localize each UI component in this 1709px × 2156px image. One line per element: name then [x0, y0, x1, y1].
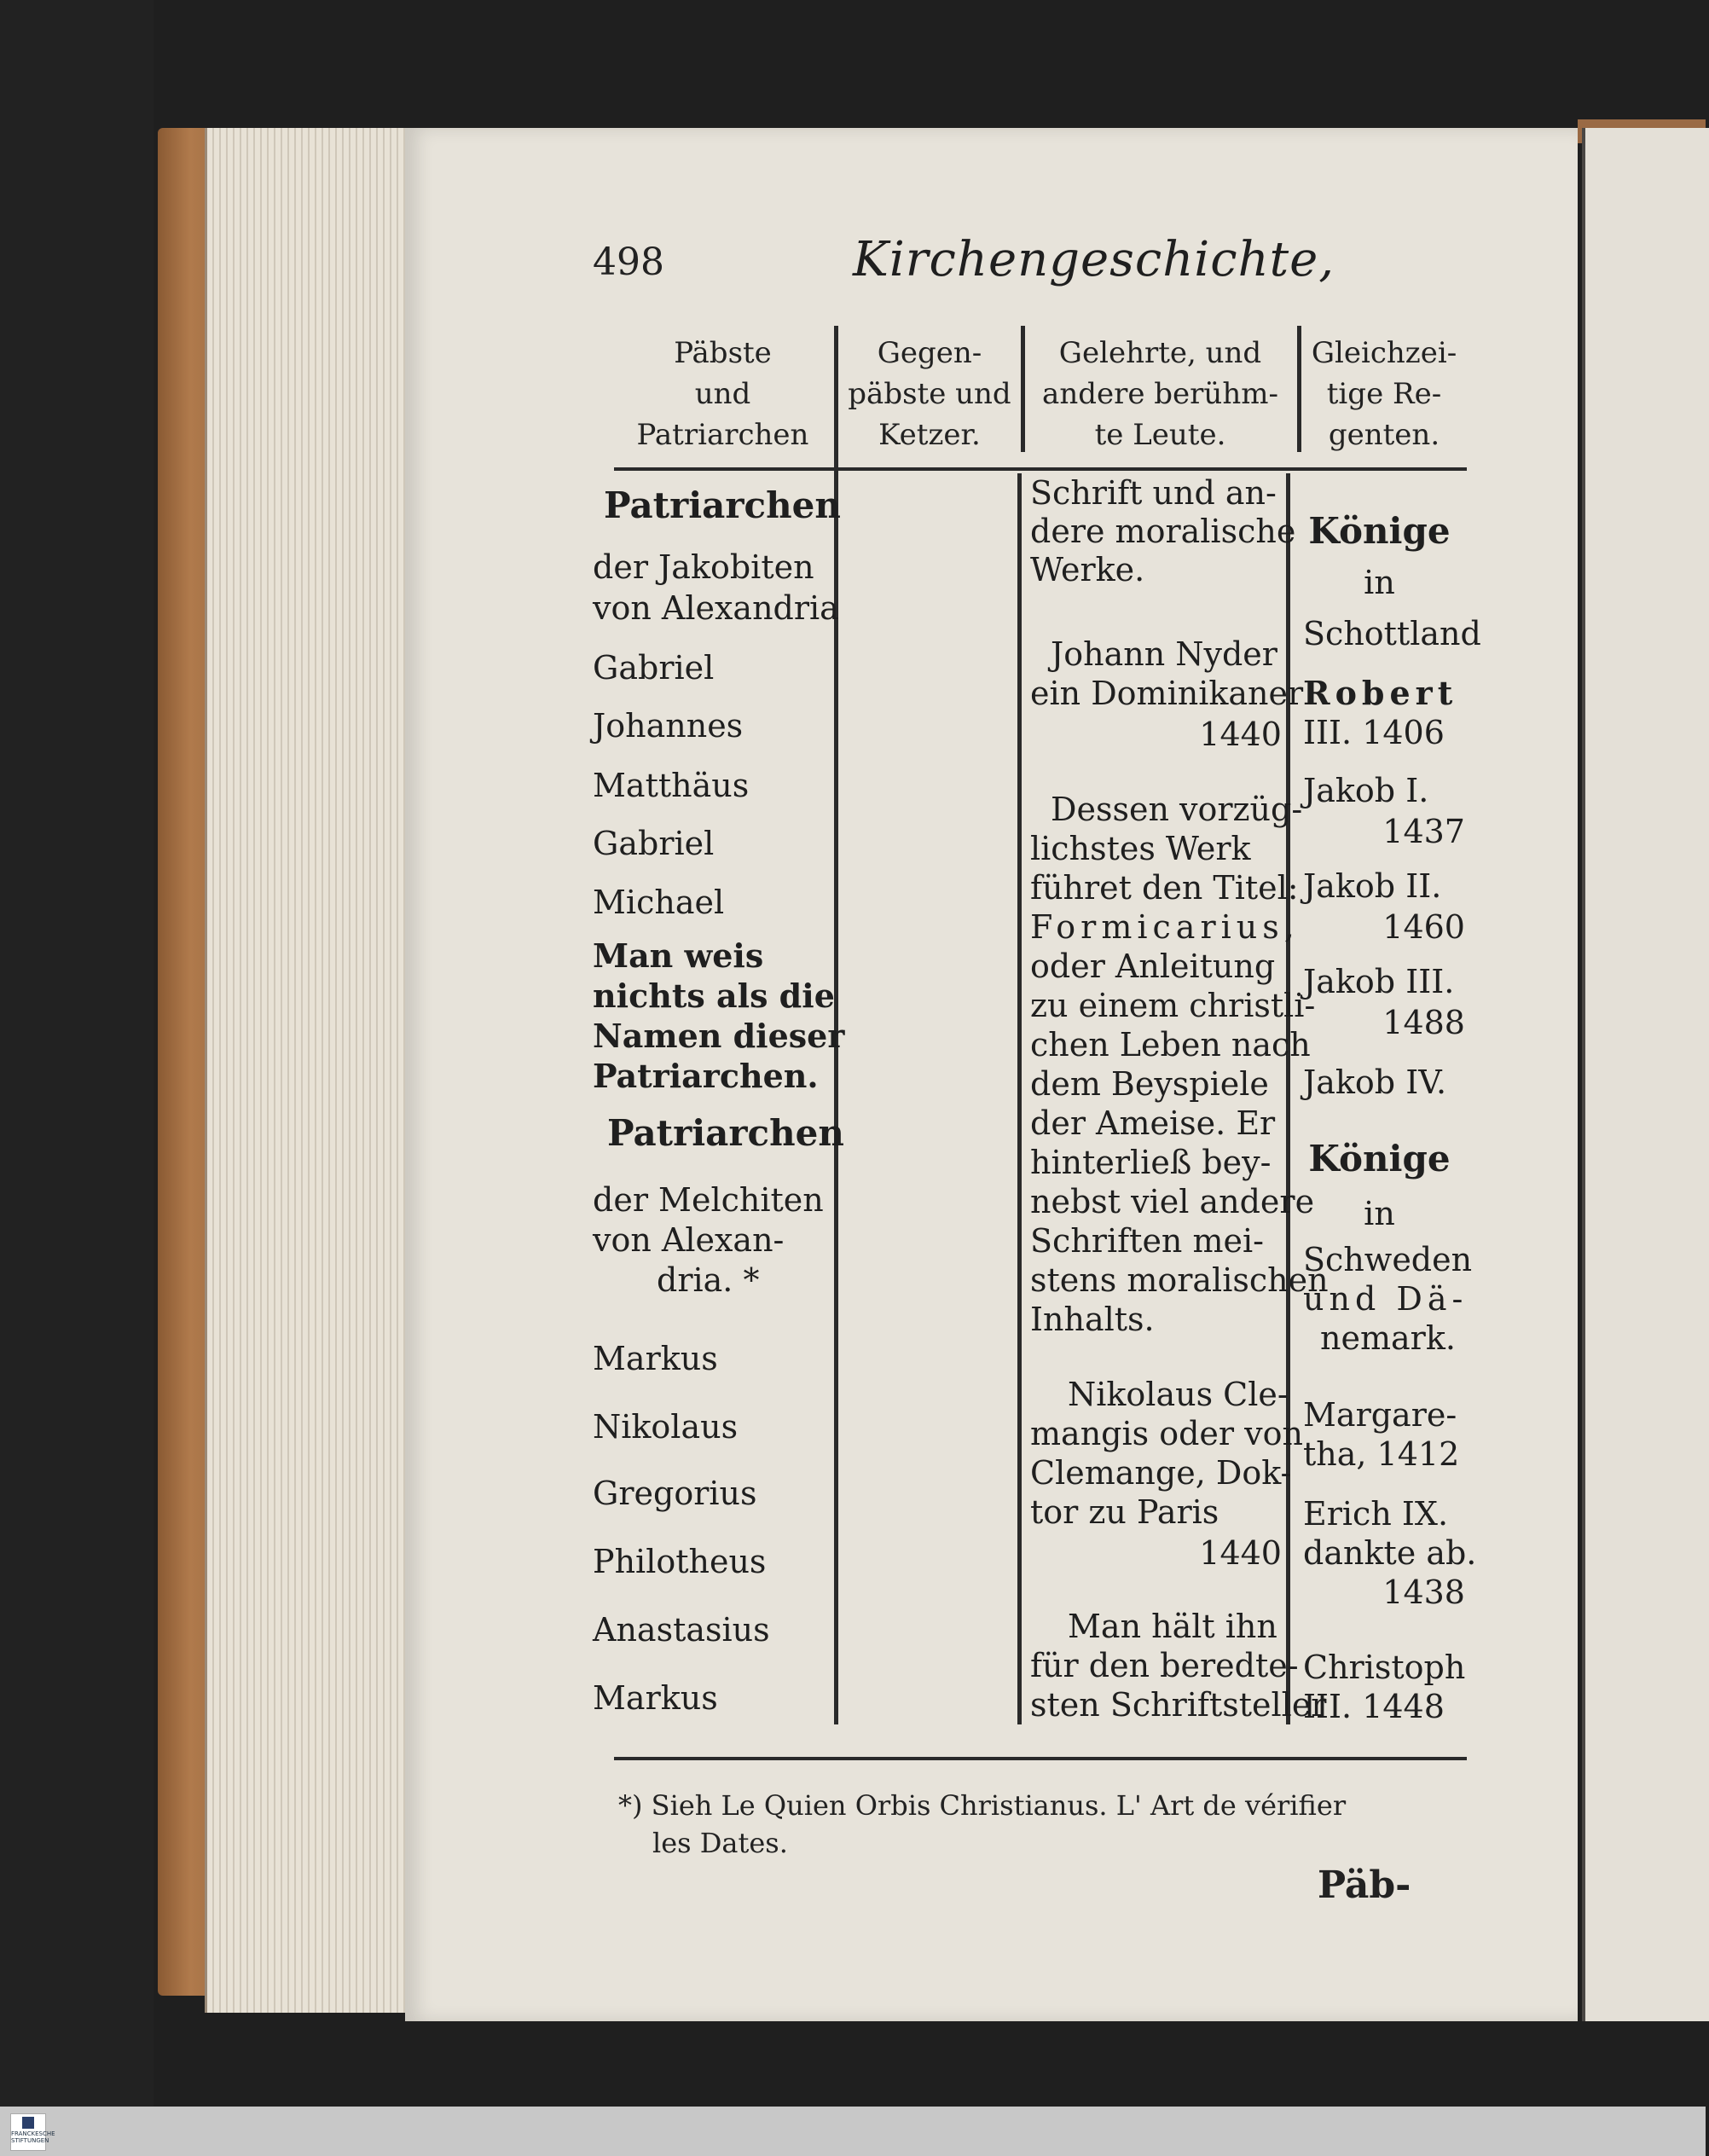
scholar-text: hinterließ bey- — [1030, 1144, 1272, 1181]
ruler-name: III. 1406 — [1303, 714, 1445, 751]
scholar-text: Nikolaus Cle- — [1068, 1376, 1289, 1413]
section-subheading: von Alexandria — [593, 589, 839, 627]
ruler-name: Robert — [1303, 674, 1458, 712]
scholar-text: zu einem christli- — [1030, 987, 1316, 1024]
scholar-text: stens moralischen — [1030, 1261, 1329, 1299]
rulers-subheading: und Dä- — [1303, 1280, 1469, 1318]
patriarch-name: Anastasius — [593, 1611, 770, 1649]
patriarch-name: Philotheus — [593, 1543, 767, 1580]
scholar-text: Man hält ihn — [1068, 1608, 1277, 1645]
column-header-rulers — [1303, 333, 1465, 455]
scholar-text: tor zu Paris — [1030, 1493, 1219, 1531]
column-rule-3 — [1297, 326, 1301, 452]
ruler-name: III. 1448 — [1303, 1688, 1445, 1725]
scholar-text: Schriften mei- — [1030, 1222, 1264, 1260]
column-header-scholars — [1026, 333, 1295, 455]
ruler-name: Erich IX. — [1303, 1495, 1449, 1533]
ruler-year: 1437 — [1382, 813, 1465, 850]
column-rule-2 — [1021, 326, 1025, 452]
ruler-name: Jakob IV. — [1303, 1064, 1447, 1101]
patriarch-name: Matthäus — [593, 767, 750, 804]
column-header-line: tige Re- — [1326, 377, 1442, 411]
scholar-text: Clemange, Dok- — [1030, 1454, 1292, 1492]
scholar-text: Formicarius, — [1030, 908, 1300, 946]
page-number: 498 — [593, 241, 664, 284]
section-subheading: der Melchiten — [593, 1181, 824, 1219]
note-text: Man weis — [593, 936, 764, 975]
scholar-text: dem Beyspiele — [1030, 1065, 1269, 1103]
logo-text: STIFTUNGEN — [11, 2137, 49, 2144]
footnote-rule — [614, 1757, 1467, 1760]
backdrop — [0, 0, 154, 2107]
patriarch-name: Gregorius — [593, 1475, 757, 1512]
ruler-name: Jakob I. — [1303, 772, 1429, 809]
column-header-line: Gleichzei- — [1311, 336, 1457, 370]
catchword: Päb- — [1318, 1863, 1411, 1907]
header-underline — [614, 467, 1467, 471]
scholar-text: mangis oder von — [1030, 1415, 1303, 1452]
scholar-text: chen Leben nach — [1030, 1026, 1311, 1064]
footnote-line: *) Sieh Le Quien Orbis Christianus. L' Art de vérifier — [618, 1789, 1347, 1822]
column-header-line: andere berühm- — [1042, 377, 1278, 411]
ruler-name: Jakob III. — [1303, 963, 1455, 1000]
scholar-text: dere moralische — [1030, 513, 1296, 550]
column-header-line: Gelehrte, und — [1058, 336, 1262, 370]
section-heading: Patriarchen — [604, 484, 841, 526]
patriarch-name: Michael — [593, 884, 725, 921]
scholar-text: der Ameise. Er — [1030, 1104, 1276, 1142]
column-header-line: Päbste — [674, 336, 772, 370]
scholar-text: ein Dominikaner — [1030, 675, 1304, 712]
scholar-text: führet den Titel: — [1030, 869, 1299, 907]
rulers-subheading: in — [1364, 564, 1395, 601]
scholar-text: für den beredte- — [1030, 1647, 1299, 1684]
ruler-name: tha, 1412 — [1303, 1435, 1460, 1473]
column-header-antipopes — [840, 333, 1019, 455]
scholar-text: Dessen vorzüg- — [1051, 791, 1303, 828]
scholar-text: sten Schriftsteller — [1030, 1686, 1327, 1724]
scholar-text: Werke. — [1030, 551, 1145, 588]
column-header-line: und — [694, 377, 751, 411]
logo-icon — [22, 2117, 34, 2129]
column-rule-3b — [1286, 473, 1290, 1724]
rulers-subheading: Schottland — [1303, 615, 1481, 652]
column-header-line: genten. — [1328, 418, 1440, 452]
column-header-line: Patriarchen — [636, 418, 809, 452]
rulers-subheading: nemark. — [1320, 1319, 1456, 1357]
ruler-year: 1488 — [1382, 1004, 1465, 1041]
institution-logo[interactable] — [10, 2113, 55, 2151]
column-rule-2b — [1017, 473, 1022, 1724]
scholar-year: 1440 — [1199, 1534, 1282, 1572]
ruler-name: Christoph — [1303, 1649, 1466, 1686]
patriarch-name: Markus — [593, 1340, 718, 1377]
scholar-text: nebst viel andere — [1030, 1183, 1315, 1220]
note-text: nichts als die — [593, 977, 835, 1015]
rulers-subheading: Schweden — [1303, 1241, 1473, 1278]
ruler-name: Margare- — [1303, 1396, 1457, 1434]
scholar-text: oder Anleitung — [1030, 948, 1276, 985]
column-header-line: te Leute. — [1094, 418, 1226, 452]
rulers-subheading: in — [1364, 1195, 1395, 1232]
scholar-text: Johann Nyder — [1051, 635, 1277, 673]
logo-text: FRANCKESCHE — [11, 2130, 55, 2137]
section-subheading: dria. * — [657, 1261, 760, 1299]
ruler-year: 1438 — [1382, 1574, 1465, 1611]
footnote-line: les Dates. — [652, 1827, 788, 1859]
rulers-heading: Könige — [1308, 1138, 1451, 1179]
page-edges — [205, 128, 412, 2013]
patriarch-name: Markus — [593, 1679, 718, 1717]
patriarch-name: Gabriel — [593, 825, 715, 862]
column-header-line: päbste und — [848, 377, 1011, 411]
viewer-footer-bar — [0, 2107, 1706, 2156]
patriarch-name: Nikolaus — [593, 1408, 739, 1446]
note-text: Namen dieser — [593, 1017, 845, 1055]
scholar-text: Inhalts. — [1030, 1301, 1155, 1338]
rulers-heading: Könige — [1308, 510, 1451, 552]
scholar-year: 1440 — [1199, 716, 1282, 753]
running-title: Kirchengeschichte, — [853, 232, 1335, 287]
footnote — [618, 1787, 1346, 1862]
ruler-note: dankte ab. — [1303, 1534, 1477, 1572]
ruler-year: 1460 — [1382, 908, 1465, 946]
facing-page — [1582, 128, 1709, 2021]
scholar-text: lichstes Werk — [1030, 830, 1251, 867]
patriarch-name: Johannes — [593, 707, 744, 745]
section-subheading: von Alexan- — [593, 1221, 785, 1259]
note-text: Patriarchen. — [593, 1057, 819, 1095]
section-subheading: der Jakobiten — [593, 548, 814, 586]
patriarch-name: Gabriel — [593, 649, 715, 687]
section-heading: Patriarchen — [607, 1112, 844, 1154]
ruler-name: Jakob II. — [1303, 867, 1442, 905]
column-header-line: Gegen- — [877, 336, 982, 370]
column-header-popes — [614, 333, 831, 455]
scholar-text: Schrift und an- — [1030, 474, 1277, 512]
column-header-line: Ketzer. — [878, 418, 981, 452]
